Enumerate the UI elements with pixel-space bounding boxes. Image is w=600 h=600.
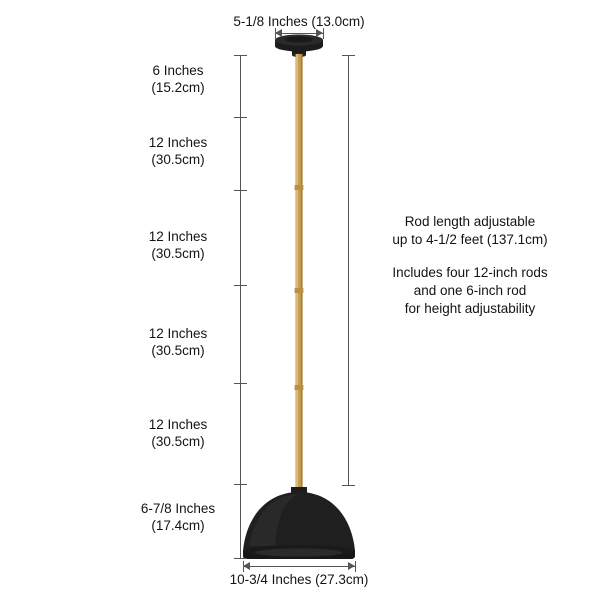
segment-label-3 — [128, 325, 228, 359]
segment-label-1 — [128, 134, 228, 168]
note-included-rods — [370, 264, 570, 318]
segment-3-cm: (30.5cm) — [151, 343, 205, 358]
note-included-rods-line-3: for height adjustability — [404, 301, 536, 316]
right-overall-rule — [348, 55, 349, 485]
left-measure-rule — [240, 55, 241, 558]
left-tick-6 — [234, 558, 247, 559]
note-included-rods-line-1: Includes four 12-inch rods — [392, 265, 548, 280]
left-tick-4 — [234, 383, 247, 384]
bottom-dimension-rule — [243, 566, 355, 567]
segment-2-cm: (30.5cm) — [151, 246, 205, 261]
ceiling-canopy-icon — [275, 35, 323, 58]
left-tick-3 — [234, 285, 247, 286]
left-tick-2 — [234, 190, 247, 191]
segment-label-4 — [128, 416, 228, 450]
segment-1-inches: 12 Inches — [148, 135, 208, 150]
left-tick-5 — [234, 484, 247, 485]
bottom-dimension-arrow-right — [348, 562, 355, 570]
segment-4-inches: 12 Inches — [148, 417, 208, 432]
note-rod-length-line-2: up to 4-1/2 feet (137.1cm) — [392, 232, 548, 247]
top-dimension-arrow-left — [275, 29, 282, 37]
left-tick-0 — [234, 55, 247, 56]
segment-2-inches: 12 Inches — [148, 229, 208, 244]
top-dimension-label: 5-1/8 Inches (13.0cm) — [233, 14, 365, 29]
top-dimension-arrow-right — [316, 29, 323, 37]
segment-5-inches: 6-7/8 Inches — [140, 501, 216, 516]
segment-5-cm: (17.4cm) — [151, 518, 205, 533]
segment-0-cm: (15.2cm) — [151, 80, 205, 95]
bottom-dimension-label: 10-3/4 Inches (27.3cm) — [229, 572, 369, 587]
note-rod-length-line-1: Rod length adjustable — [404, 214, 536, 229]
left-tick-1 — [234, 117, 247, 118]
segment-1-cm: (30.5cm) — [151, 152, 205, 167]
lamp-shade — [243, 487, 355, 559]
segment-label-2 — [128, 228, 228, 262]
brass-rod — [295, 54, 304, 498]
segment-label-5 — [118, 500, 238, 534]
segment-4-cm: (30.5cm) — [151, 434, 205, 449]
right-tick-top — [342, 55, 355, 56]
bottom-dimension-arrow-left — [243, 562, 250, 570]
segment-3-inches: 12 Inches — [148, 326, 208, 341]
segment-label-0 — [128, 62, 228, 96]
note-included-rods-line-2: and one 6-inch rod — [413, 283, 527, 298]
segment-0-inches: 6 Inches — [152, 63, 204, 78]
right-tick-bottom — [342, 485, 355, 486]
note-rod-length — [370, 213, 570, 249]
